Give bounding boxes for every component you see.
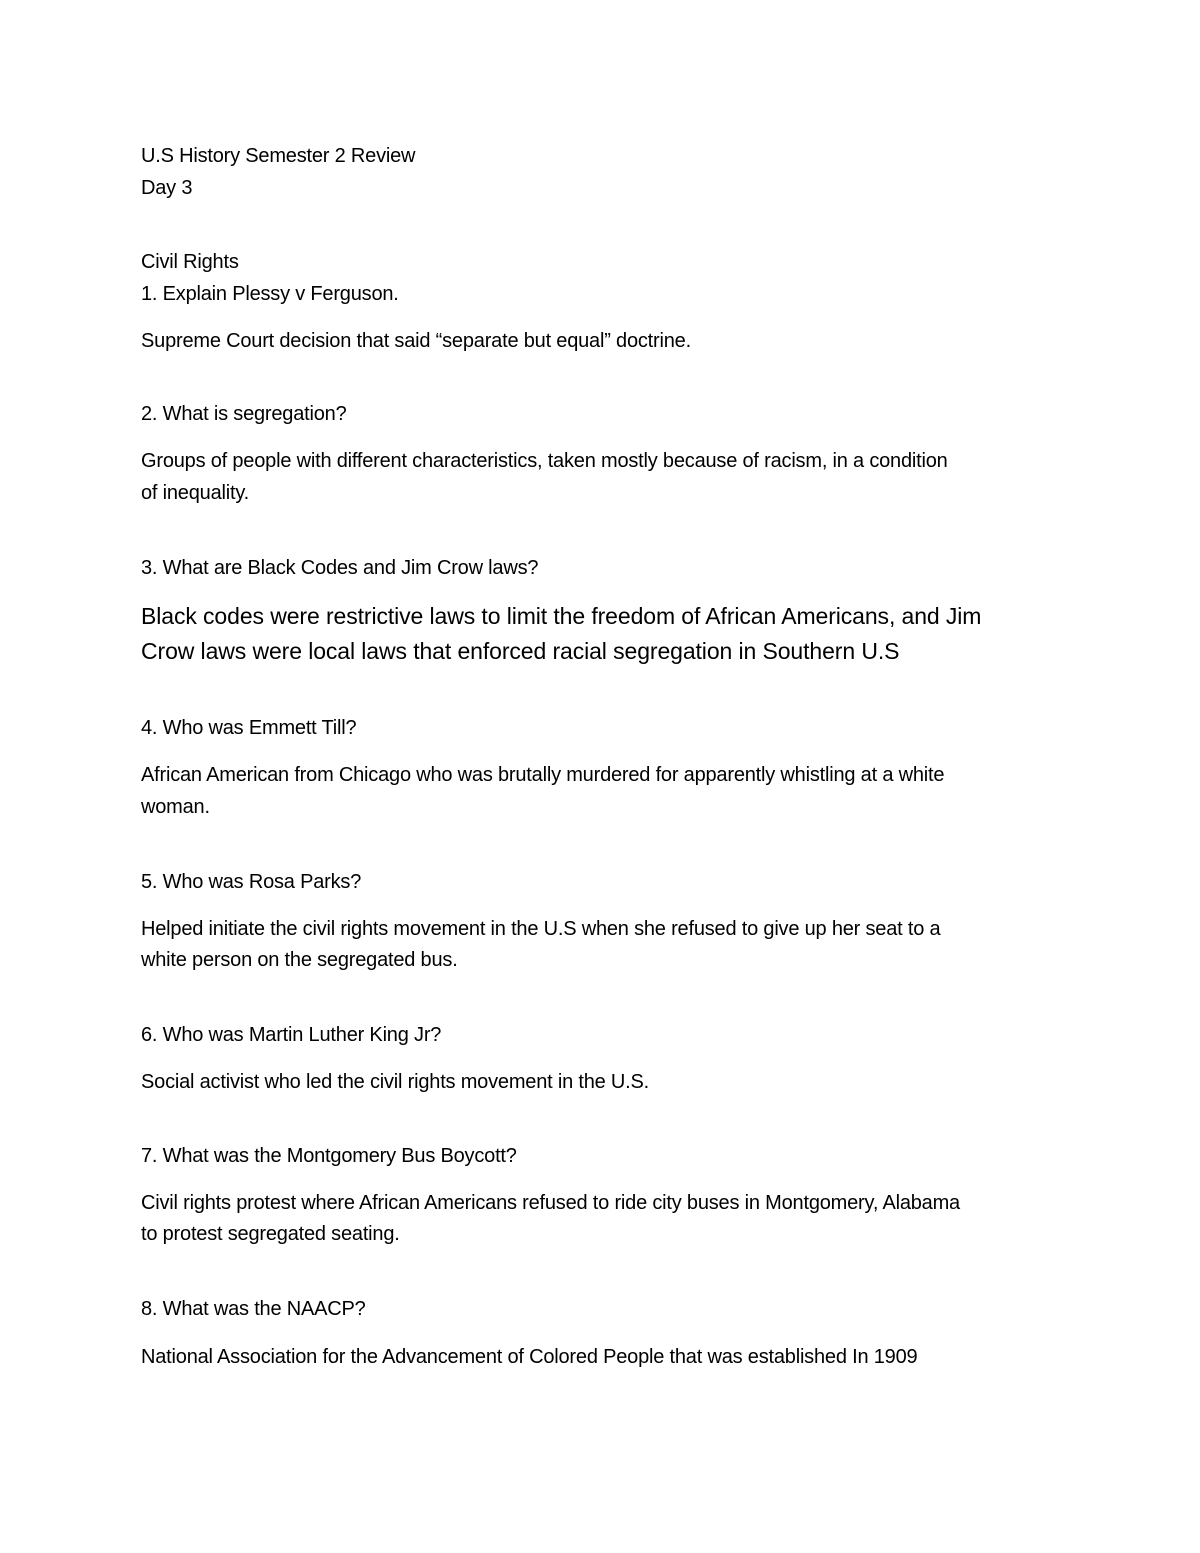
- answer-2-line-1: Groups of people with different characteristics, taken mostly because of racism, in a condition: [141, 450, 948, 472]
- answer-1-line-1: Supreme Court decision that said “separate but equal” doctrine.: [141, 330, 691, 352]
- section-heading: Civil Rights: [141, 251, 239, 273]
- answer-3-line-1: Black codes were restrictive laws to limit the freedom of African Americans, and Jim: [141, 603, 982, 629]
- answer-3-line-2: Crow laws were local laws that enforced racial segregation in Southern U.S: [141, 638, 900, 664]
- answer-6-line-1: Social activist who led the civil rights movement in the U.S.: [141, 1071, 650, 1093]
- question-3: 3. What are Black Codes and Jim Crow laws?: [141, 557, 539, 579]
- answer-7-line-2: to protest segregated seating.: [141, 1223, 400, 1245]
- document-title: U.S History Semester 2 Review: [141, 145, 416, 167]
- answer-7-line-1: Civil rights protest where African Americans refused to ride city buses in Montgomery, Alabama: [141, 1192, 960, 1214]
- question-6: 6. Who was Martin Luther King Jr?: [141, 1024, 442, 1046]
- answer-4-line-1: African American from Chicago who was brutally murdered for apparently whistling at a white: [141, 764, 945, 786]
- answer-5-line-1: Helped initiate the civil rights movement in the U.S when she refused to give up her seat to a: [141, 918, 941, 940]
- answer-4-line-2: woman.: [141, 796, 210, 818]
- question-2: 2. What is segregation?: [141, 403, 347, 425]
- answer-8-line-1: National Association for the Advancement of Colored People that was established In 1909: [141, 1346, 918, 1368]
- question-5: 5. Who was Rosa Parks?: [141, 871, 362, 893]
- question-7: 7. What was the Montgomery Bus Boycott?: [141, 1145, 517, 1167]
- answer-2-line-2: of inequality.: [141, 482, 250, 504]
- document-day: Day 3: [141, 177, 193, 199]
- answer-5-line-2: white person on the segregated bus.: [141, 949, 458, 971]
- question-1: 1. Explain Plessy v Ferguson.: [141, 283, 399, 305]
- question-8: 8. What was the NAACP?: [141, 1298, 366, 1320]
- question-4: 4. Who was Emmett Till?: [141, 717, 357, 739]
